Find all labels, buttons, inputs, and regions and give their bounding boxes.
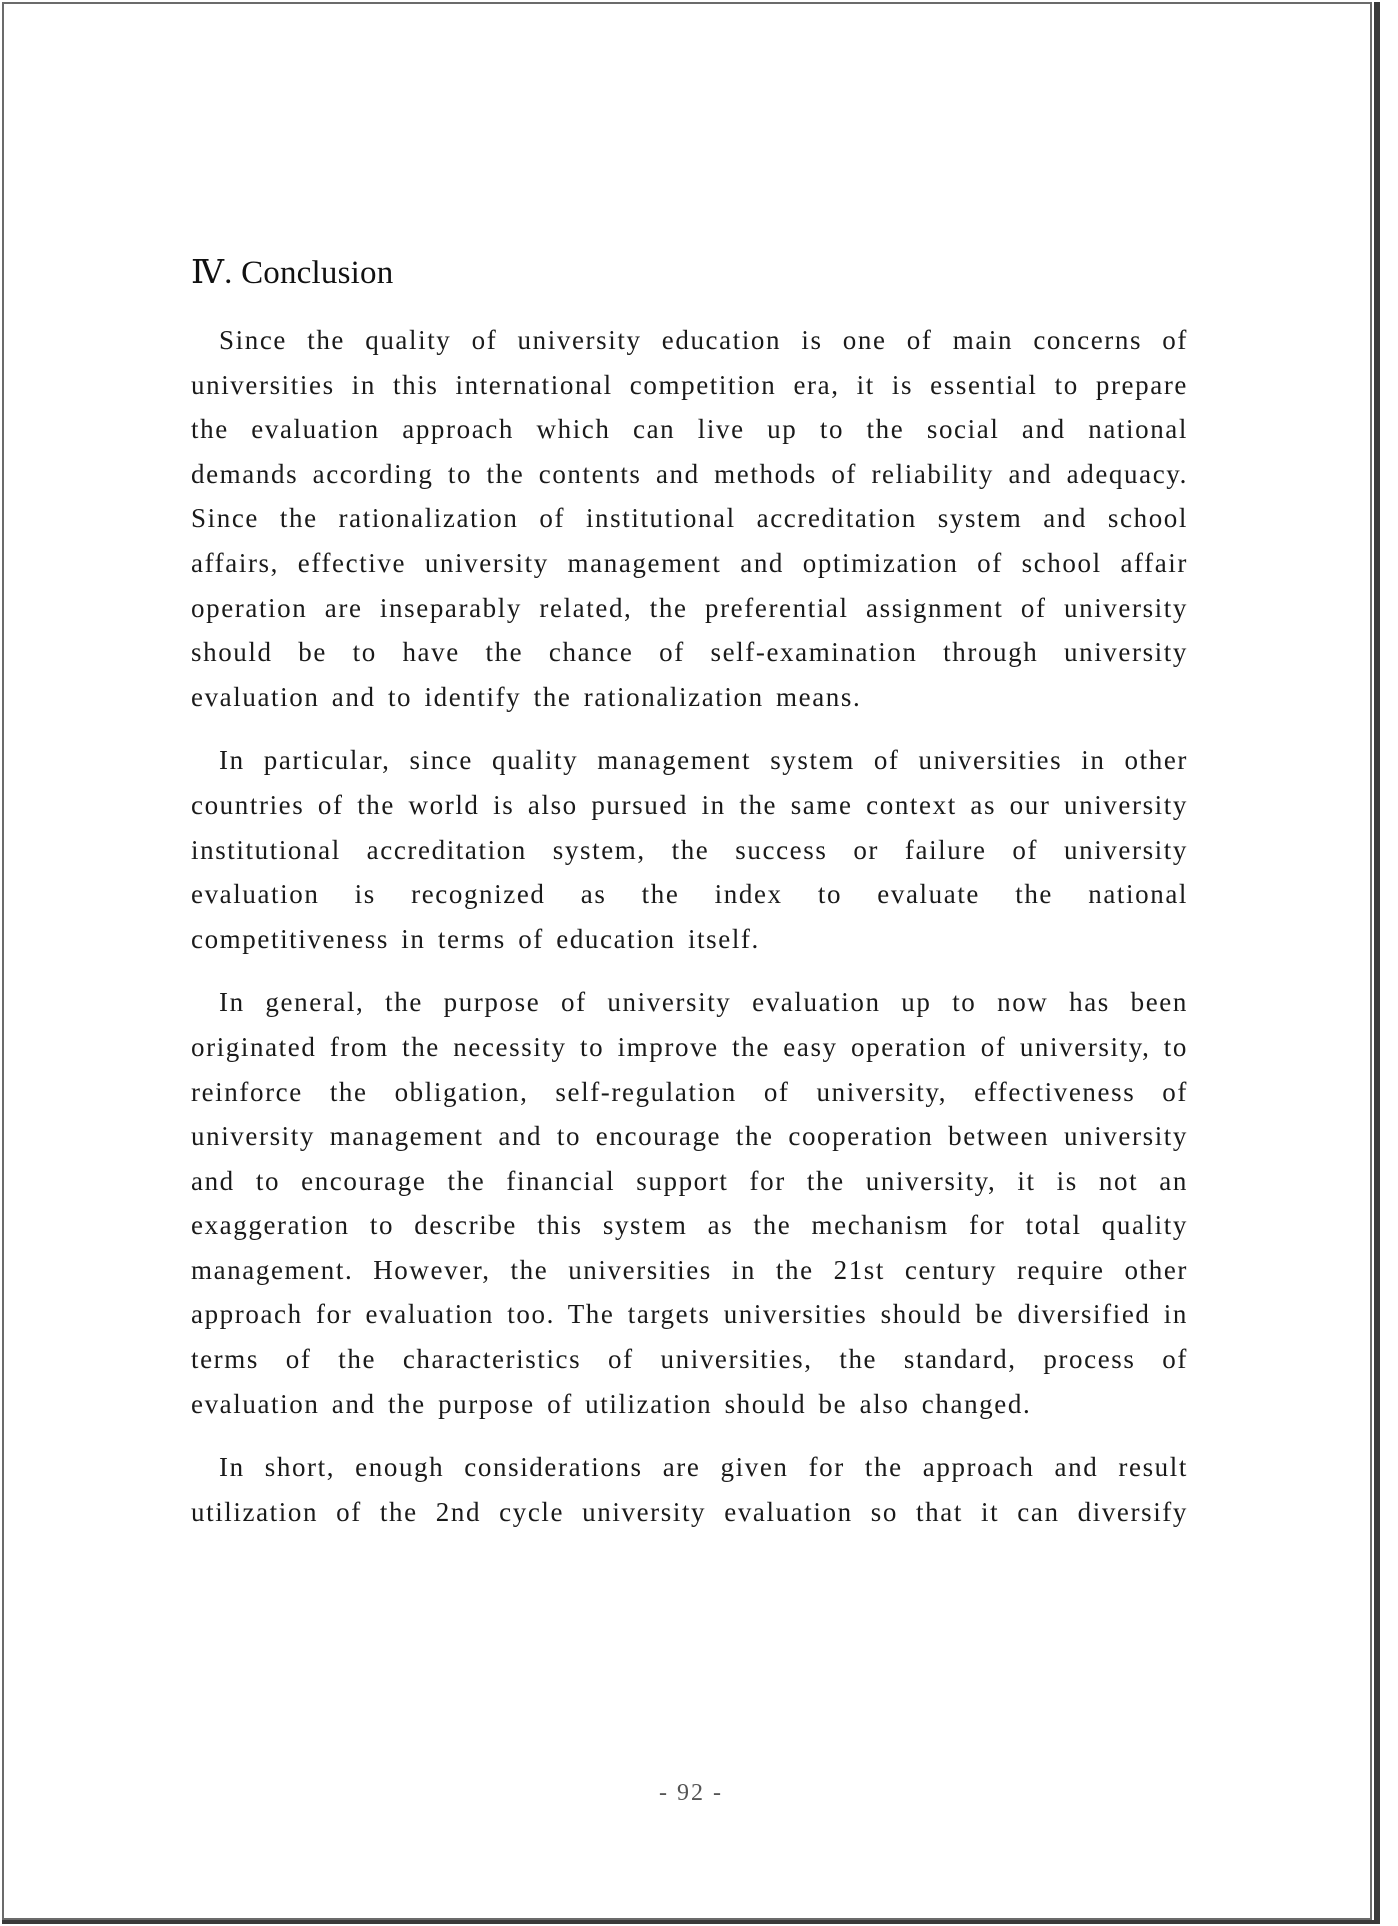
section-heading: Ⅳ. Conclusion <box>191 255 394 291</box>
paragraph-4: In short, enough considerations are given for the approach and result utilization of the 2nd cycle university evaluation so that it can diversify <box>191 1452 1188 1527</box>
paragraph-2: In particular, since quality management system of universities in other countries of the world is also pursued in the same context as our university institutional accreditation system, the success or failure of university evaluation is recognized as the index to evaluate the national competitiveness in terms of education itself. <box>191 745 1188 954</box>
page-shadow-right <box>1374 2 1380 1922</box>
page-number: - 92 - <box>659 1780 723 1806</box>
paragraph-1: Since the quality of university education is one of main concerns of universities in this international competition era, it is essential to prepare the evaluation approach which can live up to the social and national demands according to the contents and methods of reliability and adequacy. Since the rationalization of institutional accreditation system and school affairs, effective university management and optimization of school affair operation are inseparably related, the preferential assignment of university should be to have the chance of self-examination through university evaluation and to identify the rationalization means. <box>191 325 1188 712</box>
paragraph-3: In general, the purpose of university evaluation up to now has been originated from the necessity to improve the easy operation of university, to reinforce the obligation, self-regulation of university, effectiveness of university management and to encourage the cooperation between university and to encourage the financial support for the university, it is not an exaggeration to describe this system as the mechanism for total quality management. However, the universities in the 21st century require other approach for evaluation too. The targets universities should be diversified in terms of the characteristics of universities, the standard, process of evaluation and the purpose of utilization should be also changed. <box>191 987 1188 1419</box>
document-page <box>2 2 1372 1920</box>
page-shadow-bottom <box>2 1920 1380 1924</box>
page-content <box>191 252 1188 1553</box>
